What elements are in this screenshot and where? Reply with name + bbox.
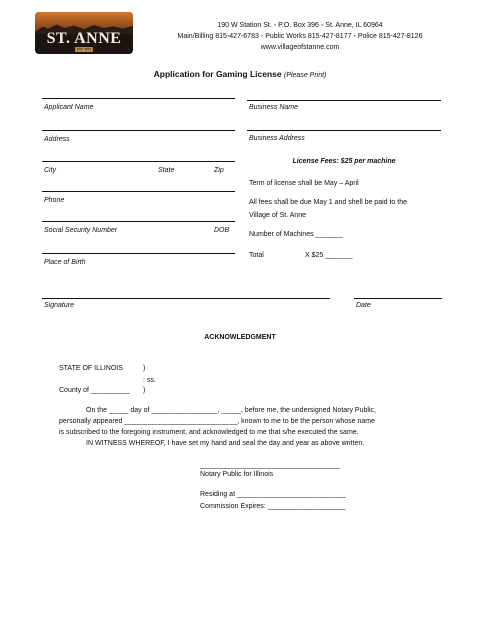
ack-paragraph-line2: personally appeared _____________________________, known to me to be the person whose name bbox=[59, 418, 376, 425]
ssn-label: Social Security Number bbox=[44, 227, 118, 234]
ack-county[interactable]: County of __________ bbox=[59, 387, 130, 394]
date-line[interactable] bbox=[354, 298, 442, 299]
applicant-name-line[interactable] bbox=[42, 98, 235, 99]
header-website[interactable]: www.villageofstanne.com bbox=[260, 44, 340, 51]
city-label: City bbox=[44, 167, 57, 174]
ack-paragraph-line3: is subscribed to the foregoing instrument, and acknowledged to me that s/he executed the same. bbox=[59, 429, 359, 436]
residing-field[interactable]: Residing at ____________________________ bbox=[200, 491, 346, 498]
header-address: 190 W Station St. ◦ P.O. Box 396 ◦ St. Anne, IL 60964 bbox=[217, 22, 383, 29]
st-anne-logo bbox=[35, 12, 133, 54]
phone-label: Phone bbox=[44, 197, 65, 204]
ack-heading: ACKNOWLEDGMENT bbox=[204, 334, 276, 341]
notary-signature-line[interactable]: ____________________________________ bbox=[200, 462, 341, 469]
ack-paragraph-line4: IN WITNESS WHEREOF, I have set my hand and seal the day and year as above written. bbox=[86, 440, 365, 447]
place-of-birth-line[interactable] bbox=[42, 253, 235, 254]
ack-paragraph-line1: On the _____ day of _________________, _____, before me, the undersigned Notary Public, bbox=[86, 407, 376, 414]
notary-label: Notary Public for Illinois bbox=[200, 471, 274, 478]
business-address-label: Business Address bbox=[249, 135, 305, 142]
form-title bbox=[0, 69, 480, 81]
dob-label: DOB bbox=[214, 227, 230, 234]
ssn-dob-line[interactable] bbox=[42, 221, 235, 222]
form-title-main: Application for Gaming License bbox=[153, 69, 282, 79]
applicant-name-label: Applicant Name bbox=[44, 104, 94, 111]
address-label: Address bbox=[44, 136, 70, 143]
commission-field[interactable]: Commission Expires: ____________________ bbox=[200, 503, 346, 510]
city-state-zip-line[interactable] bbox=[42, 161, 235, 162]
address-line[interactable] bbox=[42, 130, 235, 131]
fees-heading: License Fees: $25 per machine bbox=[292, 158, 396, 165]
total-label: Total bbox=[249, 252, 264, 259]
date-label: Date bbox=[356, 302, 371, 309]
term-text: Term of license shall be May – April bbox=[249, 180, 359, 187]
zip-label: Zip bbox=[214, 167, 224, 174]
form-title-note: (Please Print) bbox=[283, 72, 327, 79]
machines-field[interactable]: Number of Machines _______ bbox=[249, 231, 343, 238]
logo-est-badge: EST. 1872 bbox=[75, 47, 93, 52]
business-address-line[interactable] bbox=[247, 130, 441, 131]
business-name-line[interactable] bbox=[247, 100, 441, 101]
ack-state: STATE OF ILLINOIS bbox=[59, 365, 123, 372]
place-of-birth-label: Place of Birth bbox=[44, 259, 86, 266]
business-name-label: Business Name bbox=[249, 104, 299, 111]
state-label: State bbox=[158, 167, 175, 174]
ack-paren-2: ) bbox=[143, 387, 146, 394]
total-field[interactable]: X $25 _______ bbox=[305, 252, 353, 259]
phone-line[interactable] bbox=[42, 191, 235, 192]
ack-ss: : ss. bbox=[143, 377, 156, 384]
signature-line[interactable] bbox=[42, 298, 330, 299]
due-text-line2: Village of St. Anne bbox=[249, 212, 307, 219]
due-text-line1: All fees shall be due May 1 and shell be paid to the bbox=[249, 199, 407, 206]
logo-text: ST. ANNE bbox=[46, 30, 122, 47]
header-phones: Main/Billing 815-427-6783 ◦ Public Works 815-427-8177 ◦ Police 815-427-8126 bbox=[177, 33, 423, 40]
ack-paren-1: ) bbox=[143, 365, 146, 372]
signature-label: Signature bbox=[44, 302, 74, 309]
